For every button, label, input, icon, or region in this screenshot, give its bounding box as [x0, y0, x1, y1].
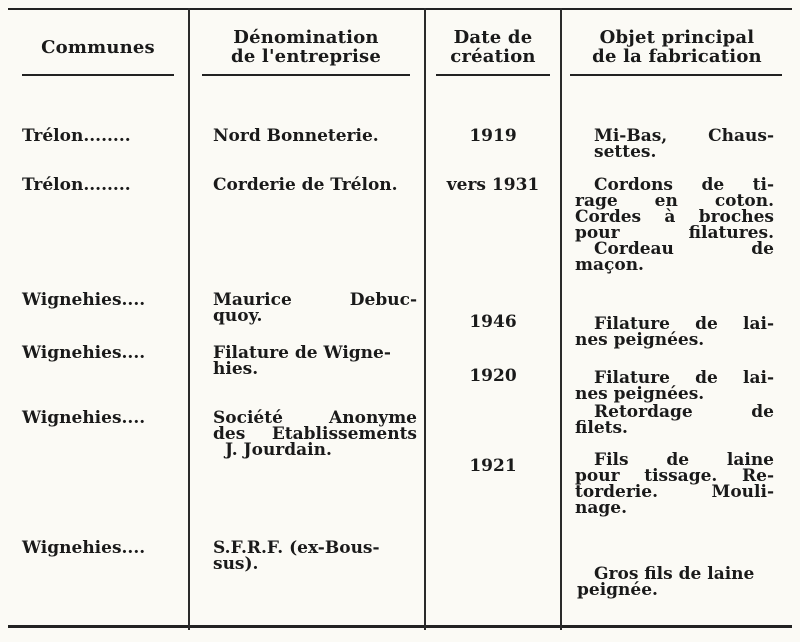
cell-commune: Wignehies....	[22, 538, 146, 558]
cell-date: 1921	[469, 456, 517, 476]
cell-objet: Cordons de ti- rage en coton. Cordes à broches pour filatures. Cordeau de maçon.	[575, 175, 774, 275]
header-underline	[436, 74, 550, 76]
cell-date: 1920	[469, 366, 517, 386]
column-divider	[188, 8, 190, 630]
cell-objet: Mi-Bas, Chaus- settes.	[594, 126, 774, 162]
column-divider	[424, 8, 426, 630]
header-underline	[570, 74, 782, 76]
cell-date: 1946	[469, 312, 517, 332]
header-denomination: Dénomination de l'entreprise	[231, 27, 381, 67]
cell-entreprise: Nord Bonneterie.	[213, 126, 379, 146]
cell-entreprise: Maurice Debuc- quoy.	[213, 290, 417, 326]
cell-commune: Wignehies....	[22, 290, 146, 310]
cell-date: 1919	[469, 126, 517, 146]
cell-entreprise: S.F.R.F. (ex-Bous- sus).	[213, 538, 380, 574]
column-divider	[560, 8, 562, 630]
cell-commune: Trélon........	[22, 126, 131, 146]
cell-objet: Filature de lai- nes peignées.	[575, 314, 774, 350]
cell-date: vers 1931	[446, 175, 540, 195]
header-underline	[202, 74, 410, 76]
cell-objet: Filature de lai- nes peignées.	[575, 368, 774, 404]
cell-entreprise: Corderie de Trélon.	[213, 175, 398, 195]
cell-objet: Retordage de filets. Fils de laine pour tissage. Re- torderie. Mouli- nage.	[575, 402, 774, 518]
header-objet: Objet principal de la fabrication	[592, 27, 762, 67]
header-underline	[22, 74, 174, 76]
cell-commune: Wignehies....	[22, 343, 146, 363]
cell-entreprise: Filature de Wigne- hies.	[213, 343, 391, 379]
cell-objet: Gros fils de laine peignée.	[577, 564, 755, 600]
header-communes: Communes	[41, 37, 155, 58]
cell-commune: Wignehies....	[22, 408, 146, 428]
header-date: Date de création	[450, 27, 536, 67]
cell-commune: Trélon........	[22, 175, 131, 195]
cell-entreprise: Société Anonyme des Etablissements J. Jourdain.	[213, 408, 417, 460]
